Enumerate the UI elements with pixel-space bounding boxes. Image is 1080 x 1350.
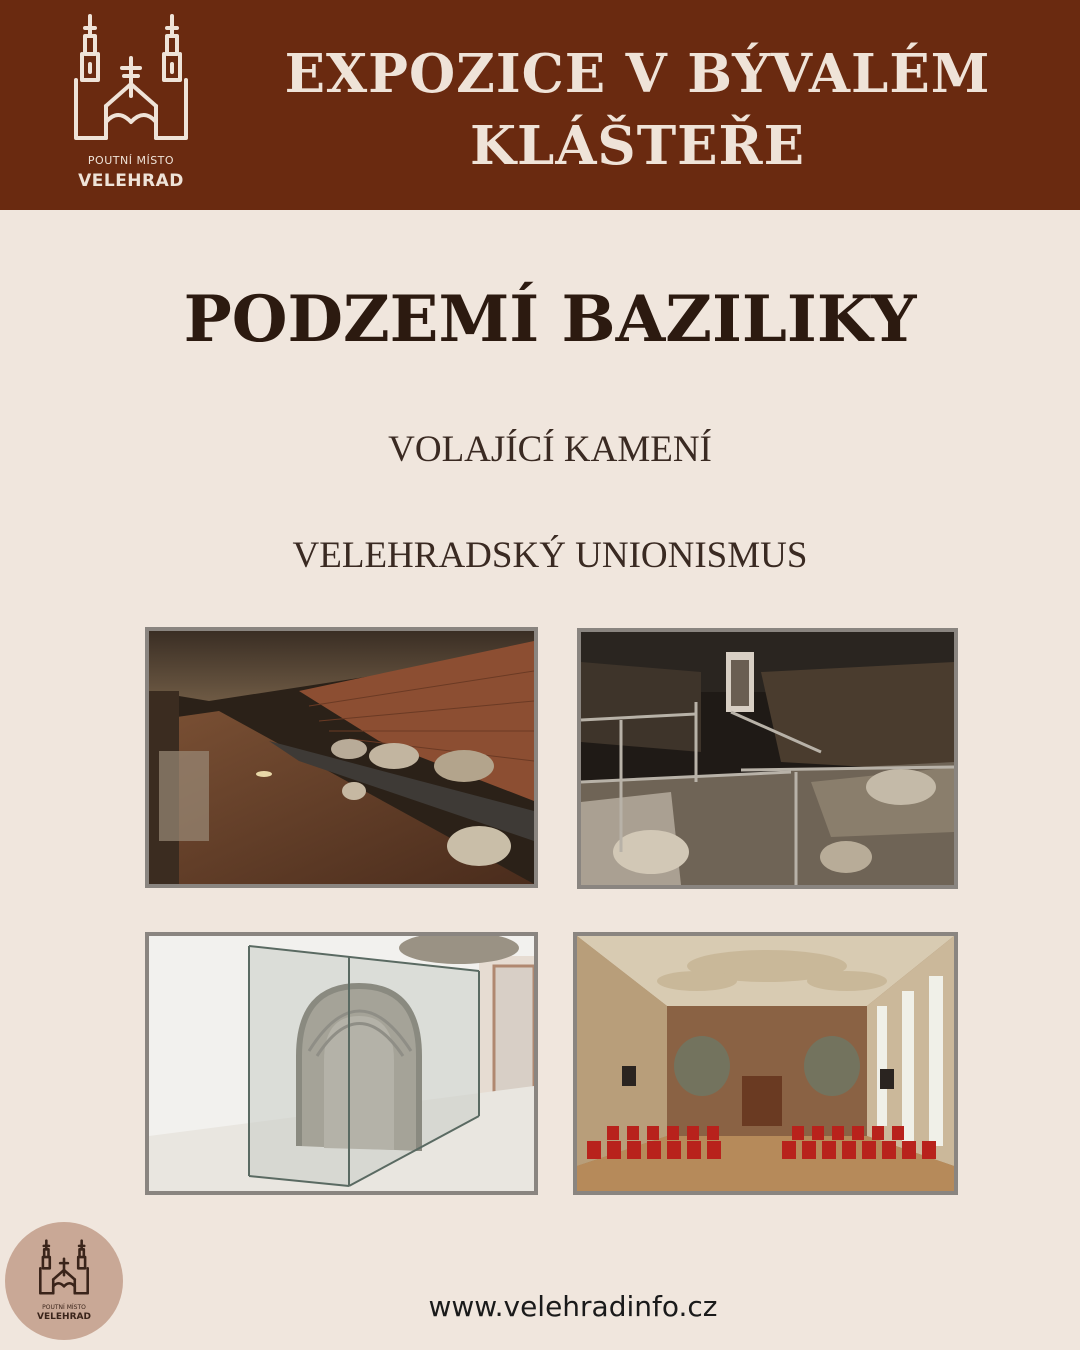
subtitle-volajici-kameni: VOLAJÍCÍ KAMENÍ xyxy=(388,429,712,470)
lapidarium-corridor-photo xyxy=(145,627,538,888)
header-title xyxy=(250,38,1025,182)
logo-text-big: VELEHRAD xyxy=(78,171,184,191)
glass-portal-display-photo xyxy=(145,932,538,1195)
header-title-line-2: KLÁŠTEŘE xyxy=(469,115,805,177)
page-title: PODZEMÍ BAZILIKY xyxy=(183,282,917,357)
excavation-railings-photo xyxy=(577,628,958,889)
logo-text-small: POUTNÍ MÍSTO xyxy=(87,154,175,167)
header-title-line-1: EXPOZICE V BÝVALÉM xyxy=(284,43,991,105)
subtitle-velehradsky-unionismus: VELEHRADSKÝ UNIONISMUS xyxy=(292,535,808,576)
badge-text-small: POUTNÍ MÍSTO xyxy=(42,1304,86,1311)
website-link[interactable]: www.velehradinfo.cz xyxy=(428,1290,718,1323)
basilica-towers-icon xyxy=(66,14,196,154)
hall-red-chairs-photo xyxy=(573,932,958,1195)
velehrad-logo xyxy=(66,14,196,194)
header-banner xyxy=(0,0,1080,210)
badge-text-big: VELEHRAD xyxy=(37,1312,91,1322)
